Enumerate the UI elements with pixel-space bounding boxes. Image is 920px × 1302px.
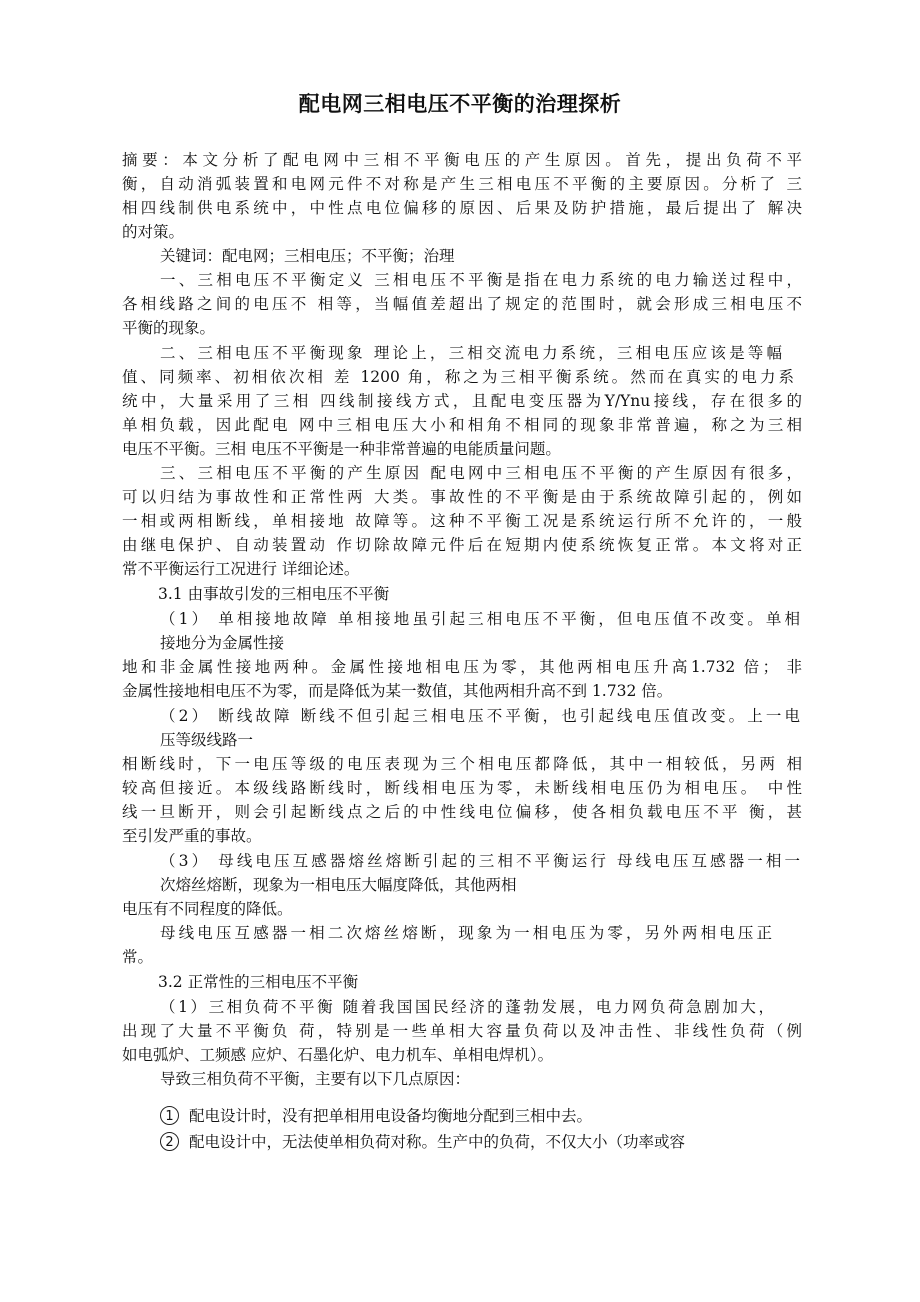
fault-3-line-5: 常。	[122, 948, 154, 966]
page-title: 配电网三相电压不平衡的治理探析	[298, 92, 622, 116]
list-item	[160, 1130, 840, 1154]
fault-1-line-3: 地和非金属性接地两种。金属性接地相电压为零，其他两相电压升高1.732 倍； 非	[122, 658, 802, 676]
abstract-line-3: 相四线制供电系统中，中性点电位偏移的原因、后果及防护措施，最后提出了 解决	[122, 199, 802, 217]
normal-1-line-3: 如电弧炉、工频感 应炉、石墨化炉、电力机车、单相电焊机）。	[122, 1046, 554, 1064]
section-1-line-2: 各相线路之间的电压不 相等，当幅值差超出了规定的范围时，就会形成三相电压不	[122, 295, 802, 313]
fault-3-line-1: （3） 母线电压互感器熔丝熔断引起的三相不平衡运行 母线电压互感器一相一	[160, 852, 800, 870]
fault-2-line-4: 较高但接近。本级线路断线时，断线相电压为零，未断线相电压仍为相电压。 中性	[122, 779, 802, 797]
section-3-line-2: 可以归结为事故性和正常性两 大类。事故性的不平衡是由于系统故障引起的，例如	[122, 488, 802, 506]
circled-number-1: 1	[160, 1106, 179, 1125]
fault-3-line-4: 母线电压互感器一相二次熔丝熔断，现象为一相电压为零，另外两相电压正	[160, 924, 772, 942]
heading-3-1: 3.1 由事故引发的三相电压不平衡	[158, 585, 390, 603]
abstract-line-4: 的对策。	[122, 223, 185, 241]
normal-1-line-4: 导致三相负荷不平衡，主要有以下几点原因：	[160, 1070, 471, 1088]
fault-1-line-2: 接地分为金属性接	[160, 634, 285, 652]
section-3-line-4: 由继电保护、自动装置动 作切除故障元件后在短期内使系统恢复正常。本文将对正	[122, 536, 802, 554]
abstract-line-1: 摘要：本文分析了配电网中三相不平衡电压的产生原因。首先，提出负荷不平	[122, 151, 802, 169]
fault-2-line-5: 线一旦断开，则会引起断线点之后的中性线电位偏移，使各相负载电压不平 衡，甚	[122, 803, 802, 821]
fault-3-line-2: 次熔丝熔断，现象为一相电压大幅度降低，其他两相	[160, 876, 517, 894]
section-1-line-1: 一、三相电压不平衡定义 三相电压不平衡是指在电力系统的电力输送过程中，	[160, 271, 802, 289]
circled-number-2: 2	[160, 1132, 179, 1151]
section-3-line-3: 一相或两相断线，单相接地 故障等。这种不平衡工况是系统运行所不允许的，一般	[122, 512, 802, 530]
fault-3-line-3: 电压有不同程度的降低。	[122, 900, 293, 918]
fault-2-line-6: 至引发严重的事故。	[122, 827, 262, 845]
section-2-line-1: 二、三相电压不平衡现象 理论上，三相交流电力系统，三相电压应该是等幅	[160, 344, 782, 362]
fault-1-line-4: 金属性接地相电压不为零，而是降低为某一数值，其他两相升高不到 1.732 倍。	[122, 682, 673, 700]
section-2-line-4: 单相负载，因此配电 网中三相电压大小和相角不相同的现象非常普遍，称之为三相	[122, 416, 802, 434]
abstract-line-2: 衡，自动消弧装置和电网元件不对称是产生三相电压不平衡的主要原因。分析了 三	[122, 175, 802, 193]
fault-1-line-1: （1） 单相接地故障 单相接地虽引起三相电压不平衡，但电压值不改变。单相	[160, 610, 800, 628]
normal-1-line-2: 出现了大量不平衡负 荷，特别是一些单相大容量负荷以及冲击性、非线性负荷（例	[122, 1022, 802, 1040]
keywords-line: 关键词：配电网；三相电压；不平衡；治理	[160, 247, 455, 265]
fault-2-line-3: 相断线时，下一电压等级的电压表现为三个相电压都降低，其中一相较低，另两 相	[122, 755, 802, 773]
section-2-line-3: 统中，大量采用了三相 四线制接线方式，且配电变压器为Y/Ynu接线，存在很多的	[122, 392, 802, 410]
list-item	[160, 1104, 840, 1128]
section-2-line-5: 电压不平衡。三相 电压不平衡是一种非常普遍的电能质量问题。	[122, 440, 561, 458]
section-2-line-2: 值、同频率、初相依次相 差 1200 角，称之为三相平衡系统。然而在真实的电力系	[122, 368, 794, 386]
heading-3-2: 3.2 正常性的三相电压不平衡	[158, 973, 359, 991]
list-item-text: 配电设计时，没有把单相用电设备均衡地分配到三相中去。	[189, 1107, 593, 1125]
section-3-line-1: 三、三相电压不平衡的产生原因 配电网中三相电压不平衡的产生原因有很多，	[160, 464, 802, 482]
fault-2-line-1: （2） 断线故障 断线不但引起三相电压不平衡，也引起线电压值改变。上一电	[160, 707, 800, 725]
list-item-text: 配电设计中，无法使单相负荷对称。生产中的负荷，不仅大小（功率或容	[189, 1133, 686, 1151]
section-1-line-3: 平衡的现象。	[122, 319, 216, 337]
section-3-line-5: 常不平衡运行工况进行 详细论述。	[122, 560, 360, 578]
fault-2-line-2: 压等级线路一	[160, 731, 254, 749]
normal-1-line-1: （1）三相负荷不平衡 随着我国国民经济的蓬勃发展，电力网负荷急剧加大，	[160, 998, 774, 1016]
